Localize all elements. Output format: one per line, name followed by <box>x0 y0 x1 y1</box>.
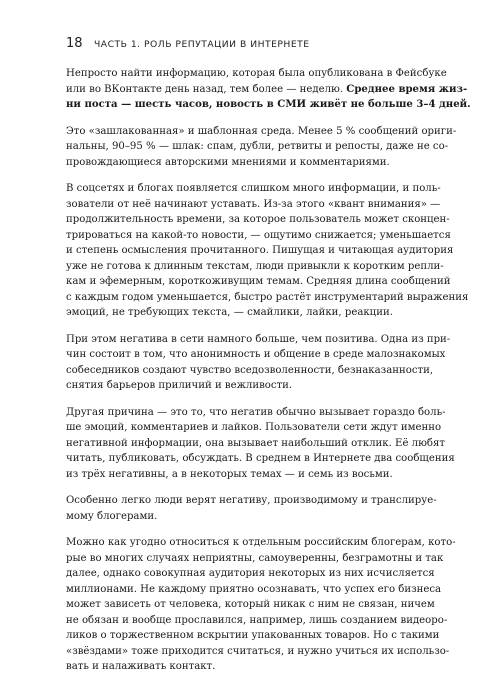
text-run: трироваться на какой-то новости, — ощутимо снижается; уменьшается <box>66 229 451 241</box>
text-run: далее, однако совокупная аудитория некоторых из них исчисляется <box>66 568 435 579</box>
text-line <box>66 305 424 321</box>
text-line <box>66 347 446 363</box>
text-line <box>66 659 424 675</box>
text-line <box>66 197 441 213</box>
text-line <box>66 451 455 467</box>
text-run: В соцсетях и блогах появляется слишком много информации, и поль- <box>66 183 441 194</box>
text-run: вать и налаживать контакт. <box>66 661 216 672</box>
page-header <box>66 36 426 52</box>
text-run: эмоций, не требующих текста, — смайлики, лайки, реакции. <box>66 307 393 318</box>
text-run: нальны, 90–95 % — шлак: спам, дубли, ретвиты и репосты, даже не со- <box>66 141 449 152</box>
bold-text: ни поста — шесть часов, новость в СМИ живёт не больше 3–4 дней. <box>66 98 471 110</box>
text-line <box>66 509 424 525</box>
page-number: 18 <box>66 36 83 51</box>
running-title: ЧАСТЬ 1. РОЛЬ РЕПУТАЦИИ В ИНТЕРНЕТЕ <box>94 39 310 50</box>
text-run: Другая причина — это то, что негатив обычно вызывает гораздо боль- <box>66 406 446 418</box>
text-run: Можно как угодно относиться к отдельным российским блогерам, кото- <box>66 537 456 548</box>
text-run: «звёздами» тоже приходится считаться, и нужно учиться их использо- <box>66 645 450 657</box>
text-run: Особенно легко люди верят негативу, производимому и транслируе- <box>66 495 437 506</box>
paragraph <box>66 124 457 171</box>
text-line <box>66 378 424 394</box>
text-run: мому блогерами. <box>66 510 158 522</box>
text-line <box>66 82 468 98</box>
text-run: Это «зашлакованная» и шаблонная среда. Менее 5 % сообщений ориги- <box>66 125 457 137</box>
text-run: не обязан и вообще прославился, например, лишь созданием видеоро- <box>66 614 448 626</box>
text-line <box>66 467 424 483</box>
text-line <box>66 535 456 551</box>
text-line <box>66 155 424 171</box>
text-line <box>66 405 446 421</box>
text-run: провождающиеся авторскими мнениями и комментариями. <box>66 156 390 168</box>
text-run: чин состоит в том, что анонимность и общение в среде малознакомых <box>66 349 446 360</box>
text-line <box>66 332 451 348</box>
text-line <box>66 644 450 660</box>
text-line <box>66 274 451 290</box>
paragraph <box>66 493 437 524</box>
text-run: снятия барьеров приличий и вежливости. <box>66 380 293 391</box>
text-line <box>66 420 442 436</box>
text-line <box>66 139 449 155</box>
text-line <box>66 628 440 644</box>
body-text <box>66 66 471 686</box>
text-line <box>66 181 441 197</box>
paragraph <box>66 405 455 483</box>
paragraph <box>66 332 451 394</box>
text-run: рые во многих случаях неприятны, самоуверенны, безграмотны и так <box>66 552 444 564</box>
text-line <box>66 228 451 244</box>
text-run: может зависеть от человека, который никак с ним не связан, ничем <box>66 599 435 610</box>
text-line <box>66 124 457 140</box>
paragraph <box>66 181 469 321</box>
text-run: или во ВКонтакте день назад, тем более — неделю. <box>66 83 347 95</box>
paragraph <box>66 535 456 675</box>
text-run: ше эмоций, комментариев и лайков. Пользователи сети ждут именно <box>66 422 442 433</box>
text-run: уже не готова к длинным текстам, люди привыкли к коротким репли- <box>66 260 444 272</box>
text-line <box>66 566 435 582</box>
text-line <box>66 493 437 509</box>
text-line <box>66 436 445 452</box>
text-run: ликов о торжественном вскрытии упакованных товаров. Но с такими <box>66 630 440 641</box>
text-line <box>66 613 448 629</box>
text-line <box>66 582 442 598</box>
text-run: При этом негатива в сети намного больше, чем позитива. Одна из при- <box>66 333 451 345</box>
text-run: Непросто найти информацию, которая была опубликована в Фейсбуке <box>66 68 447 79</box>
text-run: читать, публиковать, обсуждать. В среднем в Интернете два сообщения <box>66 453 455 464</box>
text-run: из трёх негативны, а в некоторых темах — и семь из восьми. <box>66 468 393 480</box>
text-line <box>66 243 454 259</box>
text-run: собеседников создают чувство вседозволенности, безнаказанности, <box>66 364 434 376</box>
text-line <box>66 259 444 275</box>
text-run: продолжительность времени, за которое пользователь может сконцен- <box>66 214 450 225</box>
paragraph <box>66 66 471 113</box>
text-line <box>66 66 447 82</box>
text-run: и степень осмысления прочитанного. Пишущая и читающая аудитория <box>66 245 454 256</box>
text-run: негативной информации, она вызывает наибольший отклик. Её любят <box>66 437 445 449</box>
text-line <box>66 212 450 228</box>
text-run: с каждым годом уменьшается, быстро растёт инструментарий выражения <box>66 291 469 303</box>
text-line <box>66 551 444 567</box>
text-run: миллионами. Не каждому приятно осознавать, что успех его бизнеса <box>66 583 442 595</box>
text-line <box>66 290 469 306</box>
bold-text: Среднее время жиз- <box>346 82 468 95</box>
text-run: кам и эфемерным, короткоживущим темам. Средняя длина сообщений <box>66 276 451 287</box>
text-line <box>66 97 471 113</box>
text-run: зователи от неё начинают уставать. Из-за этого «квант внимания» — <box>66 198 441 210</box>
text-line <box>66 597 435 613</box>
text-line <box>66 363 434 379</box>
